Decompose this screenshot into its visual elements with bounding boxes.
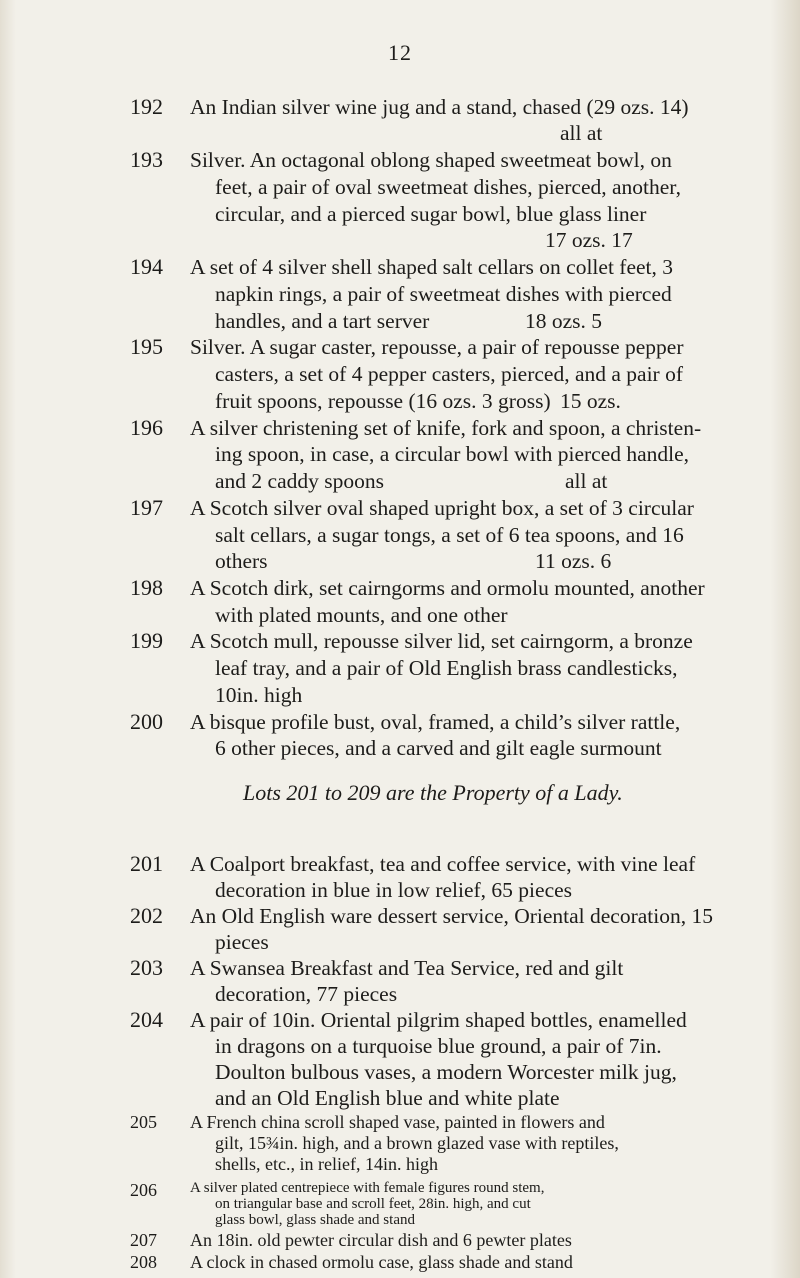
lot-weight: 17 ozs. 17 <box>545 228 633 253</box>
lot-text-line: ing spoon, in case, a circular bowl with pierced handle, <box>215 442 690 467</box>
lot-text-line: Silver. An octagonal oblong shaped sweetmeat bowl, on <box>190 148 672 173</box>
section-heading: Lots 201 to 209 are the Property of a Lady. <box>243 780 623 805</box>
lot-text-line: A silver plated centrepiece with female figures round stem, <box>190 1180 545 1196</box>
lot-number: 207 <box>130 1230 157 1250</box>
lot-text-line: A bisque profile bust, oval, framed, a child’s silver rattle, <box>190 709 681 734</box>
lot-text-line: A French china scroll shaped vase, painted in flowers and <box>190 1112 605 1132</box>
lot-number: 194 <box>130 254 163 280</box>
lot-text-line: on triangular base and scroll feet, 28in. high, and cut <box>215 1196 531 1212</box>
lot-number: 200 <box>130 708 163 734</box>
lot-number: 206 <box>130 1180 157 1200</box>
lot-weight: 18 ozs. 5 <box>525 308 603 333</box>
lot-text-line: napkin rings, a pair of sweetmeat dishes with pierced <box>215 281 672 306</box>
lot-text-line: 10in. high <box>215 682 303 707</box>
lot-number: 195 <box>130 334 163 360</box>
lot-text-line: A Swansea Breakfast and Tea Service, red and gilt <box>190 956 624 980</box>
lot-text-line: 6 other pieces, and a carved and gilt eagle surmount <box>215 736 662 761</box>
lot-text-line: leaf tray, and a pair of Old English brass candlesticks, <box>215 656 678 681</box>
lot-number: 205 <box>130 1112 157 1132</box>
lot-number: 201 <box>130 851 163 876</box>
lot-text-line: decoration in blue in low relief, 65 pieces <box>215 878 573 902</box>
lot-text-line: A clock in chased ormolu case, glass shade and stand <box>190 1252 573 1272</box>
lot-text-line: An 18in. old pewter circular dish and 6 pewter plates <box>190 1230 572 1250</box>
page-number: 12 <box>388 40 412 65</box>
lot-number: 203 <box>130 955 163 980</box>
lot-number: 193 <box>130 147 163 173</box>
lot-text-line: A Coalport breakfast, tea and coffee service, with vine leaf <box>190 852 696 876</box>
lot-text-line: handles, and a tart server <box>215 308 430 333</box>
lot-text-line: shells, etc., in relief, 14in. high <box>215 1154 438 1174</box>
lot-text-line: pieces <box>215 930 269 954</box>
lot-text-line: and 2 caddy spoons <box>215 469 384 494</box>
lot-text-line: salt cellars, a sugar tongs, a set of 6 tea spoons, and 16 <box>215 522 684 547</box>
lot-text-line: An Indian silver wine jug and a stand, chased (29 ozs. 14) <box>190 94 689 119</box>
lot-number: 197 <box>130 494 163 520</box>
lot-text-line: feet, a pair of oval sweetmeat dishes, pierced, another, <box>215 174 681 199</box>
lot-text-line: others <box>215 549 268 574</box>
lot-text-line: glass bowl, glass shade and stand <box>215 1212 415 1228</box>
lot-text-line: A Scotch dirk, set cairngorms and ormolu mounted, another <box>190 576 705 600</box>
lot-text-line: and an Old English blue and white plate <box>215 1086 560 1110</box>
lot-text-line: gilt, 15¾in. high, and a brown glazed vase with reptiles, <box>215 1133 619 1153</box>
lot-text-line: Doulton bulbous vases, a modern Worcester milk jug, <box>215 1060 677 1084</box>
lot-text-line: A set of 4 silver shell shaped salt cellars on collet feet, 3 <box>190 255 674 280</box>
lot-weight: 15 ozs. <box>560 388 621 413</box>
lot-number: 192 <box>130 93 163 119</box>
page-left-edge <box>0 0 16 1278</box>
lot-weight: 11 ozs. 6 <box>535 549 612 574</box>
lot-number: 208 <box>130 1252 157 1272</box>
lot-number: 198 <box>130 575 163 600</box>
lot-number: 204 <box>130 1007 163 1032</box>
lot-value: all at <box>565 469 608 494</box>
lot-number: 199 <box>130 628 163 654</box>
lot-text-line: A pair of 10in. Oriental pilgrim shaped bottles, enamelled <box>190 1008 687 1032</box>
lot-number: 202 <box>130 903 163 928</box>
lot-text-line: A Scotch silver oval shaped upright box, a set of 3 circular <box>190 495 694 520</box>
lot-text-line: fruit spoons, repousse (16 ozs. 3 gross) <box>215 388 551 413</box>
lot-text-line: decoration, 77 pieces <box>215 982 398 1006</box>
lot-value: all at <box>560 121 603 146</box>
lot-text-line: A Scotch mull, repousse silver lid, set cairngorm, a bronze <box>190 629 693 654</box>
page-right-edge <box>770 0 800 1278</box>
lot-text-line: An Old English ware dessert service, Oriental decoration, 15 <box>190 904 714 928</box>
lot-text-line: with plated mounts, and one other <box>215 602 508 627</box>
lot-text-line: in dragons on a turquoise blue ground, a pair of 7in. <box>215 1034 662 1058</box>
lot-text-line: circular, and a pierced sugar bowl, blue glass liner <box>215 201 647 226</box>
lot-number: 196 <box>130 414 163 440</box>
lot-text-line: casters, a set of 4 pepper casters, pierced, and a pair of <box>215 362 684 387</box>
lot-text-line: Silver. A sugar caster, repousse, a pair of repousse pepper <box>190 335 684 360</box>
lot-text-line: A silver christening set of knife, fork and spoon, a christen- <box>190 415 702 440</box>
